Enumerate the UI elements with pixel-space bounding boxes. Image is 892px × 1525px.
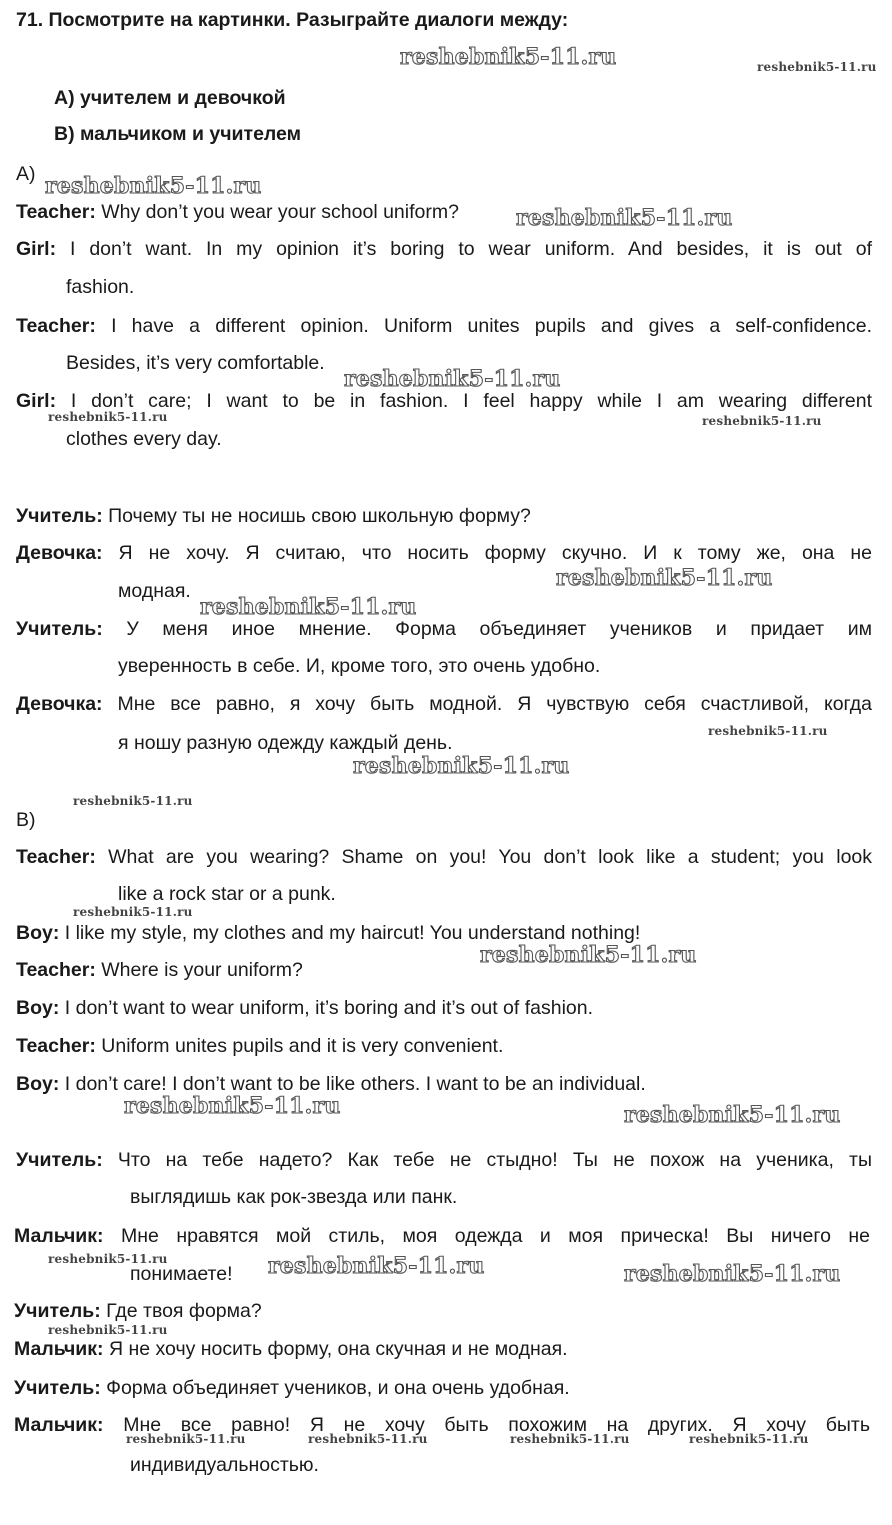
watermark: reshebnik5-11.ru — [45, 173, 262, 199]
line-text: Что на тебе надето? Как тебе не стыдно! Ты не похож на ученика, ты — [117, 1149, 872, 1171]
speaker: Учитель: — [14, 1377, 101, 1399]
line-text: I don’t want to wear uniform, it’s boring and it’s out of fashion. — [64, 997, 594, 1019]
line-text: I don’t care! I don’t want to be like others. I want to be an individual. — [64, 1073, 646, 1095]
watermark: reshebnik5-11.ru — [480, 942, 697, 968]
line-text: I don’t want. In my opinion it’s boring to wear uniform. And besides, it is out of — [70, 238, 872, 260]
watermark: reshebnik5-11.ru — [48, 410, 168, 424]
line-continuation: я ношу разную одежду каждый день. — [118, 732, 453, 754]
watermark: reshebnik5-11.ru — [556, 565, 773, 591]
watermark: reshebnik5-11.ru — [126, 1432, 246, 1446]
line-text: Я не хочу. Я считаю, что носить форму скучно. И к тому же, она не — [118, 542, 872, 564]
speaker: Teacher: — [16, 201, 96, 223]
speaker: Учитель: — [16, 1149, 103, 1171]
watermark: reshebnik5-11.ru — [48, 1252, 168, 1266]
line-text: I have a different opinion. Uniform unites pupils and gives a self-confidence. — [111, 315, 873, 337]
watermark: reshebnik5-11.ru — [510, 1432, 630, 1446]
line-continuation: индивидуальностью. — [130, 1454, 319, 1476]
speaker: Девочка: — [16, 693, 103, 715]
speaker: Boy: — [16, 1073, 60, 1095]
dialogue-line — [16, 200, 459, 224]
speaker: Teacher: — [16, 1035, 96, 1057]
watermark: reshebnik5-11.ru — [757, 60, 877, 74]
line-text: I don’t care; I want to be in fashion. I feel happy while I am wearing different — [70, 390, 872, 412]
line-text: Мне все равно, я хочу быть модной. Я чувствую себя счастливой, когда — [117, 693, 872, 715]
line-text: Why don’t you wear your school uniform? — [101, 201, 459, 223]
speaker: Мальчик: — [14, 1414, 104, 1436]
watermark: reshebnik5-11.ru — [200, 594, 417, 620]
line-text: Где твоя форма? — [106, 1300, 262, 1322]
dialogue-line — [16, 996, 593, 1020]
speaker: Девочка: — [16, 542, 103, 564]
task-title: 71. Посмотрите на картинки. Разыграйте диалоги между: — [16, 9, 569, 31]
dialogue-line — [16, 617, 872, 641]
speaker: Мальчик: — [14, 1225, 104, 1247]
line-continuation: уверенность в себе. И, кроме того, это очень удобно. — [118, 655, 601, 677]
speaker: Girl: — [16, 390, 57, 412]
dialogue-line — [16, 958, 303, 982]
line-text: Мне нравятся мой стиль, моя одежда и моя прическа! Вы ничего не — [121, 1225, 870, 1247]
dialogue-line — [16, 541, 872, 565]
line-text: Почему ты не носишь свою школьную форму? — [108, 505, 531, 527]
speaker: Boy: — [16, 922, 60, 944]
option-b: В) мальчиком и учителем — [54, 123, 302, 145]
speaker: Учитель: — [16, 505, 103, 527]
line-text: У меня иное мнение. Форма объединяет учеников и придает им — [126, 618, 872, 640]
dialogue-line — [16, 237, 872, 261]
watermark: reshebnik5-11.ru — [73, 905, 193, 919]
dialogue-line — [16, 314, 872, 338]
watermark: reshebnik5-11.ru — [708, 724, 828, 738]
watermark: reshebnik5-11.ru — [124, 1093, 341, 1119]
speaker: Boy: — [16, 997, 60, 1019]
dialogue-line — [14, 1376, 570, 1400]
watermark: reshebnik5-11.ru — [400, 44, 617, 70]
line-continuation: Besides, it’s very comfortable. — [66, 352, 325, 374]
watermark: reshebnik5-11.ru — [353, 753, 570, 779]
dialogue-line — [16, 1034, 503, 1058]
dialogue-line — [16, 845, 872, 869]
watermark: reshebnik5-11.ru — [516, 205, 733, 231]
line-continuation: выглядишь как рок-звезда или панк. — [130, 1186, 458, 1208]
watermark: reshebnik5-11.ru — [268, 1253, 485, 1279]
dialogue-line — [16, 1148, 872, 1172]
watermark: reshebnik5-11.ru — [689, 1432, 809, 1446]
watermark: reshebnik5-11.ru — [624, 1261, 841, 1287]
watermark: reshebnik5-11.ru — [48, 1323, 168, 1337]
speaker: Teacher: — [16, 315, 96, 337]
line-text: Мне все равно! Я не хочу быть похожим на других. Я хочу быть — [123, 1414, 870, 1436]
line-text: Форма объединяет учеников, и она очень удобная. — [106, 1377, 570, 1399]
dialogue-line — [16, 692, 872, 716]
speaker: Учитель: — [14, 1300, 101, 1322]
line-text: What are you wearing? Shame on you! You don’t look like a student; you look — [108, 846, 873, 868]
line-text: Where is your uniform? — [101, 959, 303, 981]
line-continuation: clothes every day. — [66, 428, 222, 450]
option-a: А) учителем и девочкой — [54, 87, 286, 109]
section-b-label: B) — [16, 809, 36, 831]
watermark: reshebnik5-11.ru — [308, 1432, 428, 1446]
section-a-label: А) — [16, 163, 36, 185]
dialogue-line — [14, 1299, 262, 1323]
watermark: reshebnik5-11.ru — [624, 1102, 841, 1128]
dialogue-line — [16, 504, 531, 528]
dialogue-line — [14, 1337, 568, 1361]
line-text: Uniform unites pupils and it is very convenient. — [101, 1035, 504, 1057]
line-continuation: like a rock star or a punk. — [118, 883, 336, 905]
speaker: Teacher: — [16, 846, 96, 868]
watermark: reshebnik5-11.ru — [344, 366, 561, 392]
watermark: reshebnik5-11.ru — [73, 794, 193, 808]
speaker: Учитель: — [16, 618, 103, 640]
watermark: reshebnik5-11.ru — [702, 414, 822, 428]
line-text: Я не хочу носить форму, она скучная и не модная. — [108, 1338, 568, 1360]
line-continuation: модная. — [118, 580, 191, 602]
speaker: Мальчик: — [14, 1338, 104, 1360]
line-text: I like my style, my clothes and my haircut! You understand nothing! — [64, 922, 641, 944]
speaker: Girl: — [16, 238, 57, 260]
speaker: Teacher: — [16, 959, 96, 981]
line-continuation: понимаете! — [130, 1263, 233, 1285]
dialogue-line — [14, 1224, 870, 1248]
line-continuation: fashion. — [66, 276, 135, 298]
